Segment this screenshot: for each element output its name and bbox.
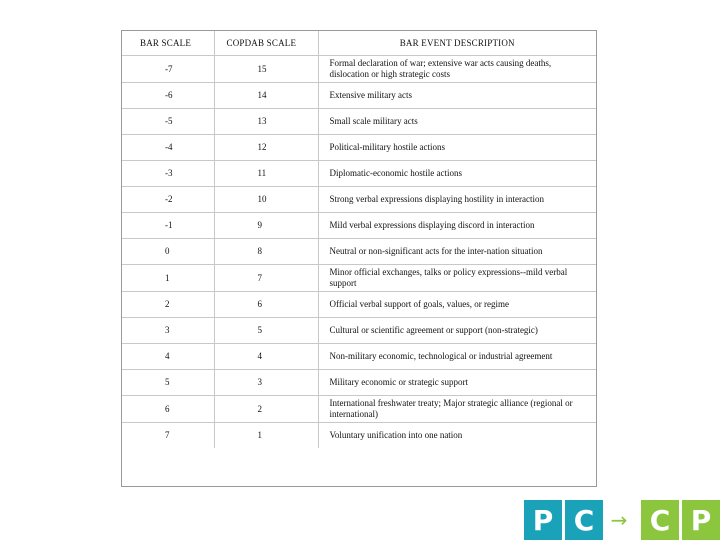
logo-letter-c-2: C (641, 500, 679, 540)
event-description-cell: Military economic or strategic support (318, 370, 596, 396)
event-description-cell: Extensive military acts (318, 83, 596, 109)
table-row (122, 187, 596, 213)
bar-scale-cell: 7 (122, 423, 214, 449)
event-description-cell: International freshwater treaty; Major strategic alliance (regional or international) (318, 396, 596, 423)
bar-scale-cell: 1 (122, 265, 214, 292)
copdab-scale-cell: 6 (214, 292, 318, 318)
copdab-scale-cell: 2 (214, 396, 318, 423)
right-arrow-icon: → (610, 508, 628, 532)
bar-scale-cell: 3 (122, 318, 214, 344)
bar-scale-cell: -3 (122, 161, 214, 187)
bar-scale-cell: -5 (122, 109, 214, 135)
event-description-cell: Strong verbal expressions displaying hostility in interaction (318, 187, 596, 213)
bar-scale-cell: 6 (122, 396, 214, 423)
table-row (122, 56, 596, 83)
copdab-scale-cell: 8 (214, 239, 318, 265)
table-row (122, 318, 596, 344)
table-row (122, 292, 596, 318)
copdab-scale-cell: 12 (214, 135, 318, 161)
bar-scale-cell: -2 (122, 187, 214, 213)
table-row (122, 239, 596, 265)
copdab-scale-cell: 3 (214, 370, 318, 396)
bar-scale-cell: 5 (122, 370, 214, 396)
copdab-scale-cell: 14 (214, 83, 318, 109)
copdab-scale-cell: 10 (214, 187, 318, 213)
event-description-cell: Voluntary unification into one nation (329, 430, 463, 440)
copdab-scale-cell: 1 (214, 423, 318, 449)
event-description-cell: Minor official exchanges, talks or policy expressions--mild verbal support (318, 265, 596, 292)
bar-scale-cell: -7 (122, 56, 214, 83)
bar-scale-cell: 4 (122, 344, 214, 370)
header-bar-scale: BAR SCALE (122, 31, 214, 56)
table-row (122, 161, 596, 187)
copdab-scale-cell: 7 (214, 265, 318, 292)
bar-scale-cell: 0 (122, 239, 214, 265)
bar-scale-cell: -6 (122, 83, 214, 109)
copdab-scale-cell: 15 (214, 56, 318, 83)
header-copdab-scale: COPDAB SCALE (214, 31, 318, 56)
table-row (122, 265, 596, 292)
logo-letter-p-1: P (524, 500, 562, 540)
event-description-cell: Mild verbal expressions displaying discord in interaction (318, 213, 596, 239)
table-row (122, 344, 596, 370)
bar-scale-cell: 2 (122, 292, 214, 318)
event-description-cell: Cultural or scientific agreement or support (non-strategic) (318, 318, 596, 344)
event-description-cell: Small scale military acts (318, 109, 596, 135)
pc-to-cp-logo (524, 500, 720, 540)
header-bar-event-description: BAR EVENT DESCRIPTION (318, 31, 596, 56)
table-row (122, 109, 596, 135)
table-row (122, 370, 596, 396)
event-description-cell: Official verbal support of goals, values, or regime (318, 292, 596, 318)
scale-table-container (121, 30, 597, 487)
table-row (122, 83, 596, 109)
logo-letter-p-2: P (682, 500, 720, 540)
table-row (122, 423, 596, 449)
copdab-scale-cell: 13 (214, 109, 318, 135)
copdab-scale-cell: 11 (214, 161, 318, 187)
logo-letter-c-1: C (565, 500, 603, 540)
bar-copdab-scale-table (122, 31, 596, 448)
copdab-scale-cell: 9 (214, 213, 318, 239)
event-description-cell: Political-military hostile actions (318, 135, 596, 161)
copdab-scale-cell: 5 (214, 318, 318, 344)
event-description-cell: Neutral or non-significant acts for the inter-nation situation (318, 239, 596, 265)
event-description-cell: Non-military economic, technological or industrial agreement (318, 344, 596, 370)
copdab-scale-cell: 4 (214, 344, 318, 370)
table-row (122, 135, 596, 161)
bar-scale-cell: -1 (122, 213, 214, 239)
bar-scale-cell: -4 (122, 135, 214, 161)
table-row (122, 396, 596, 423)
table-header-row (122, 31, 596, 56)
event-description-cell: Formal declaration of war; extensive war acts causing deaths, dislocation or high strategic costs (318, 56, 596, 83)
event-description-cell: Diplomatic-economic hostile actions (318, 161, 596, 187)
table-row (122, 213, 596, 239)
table-body (122, 56, 596, 449)
